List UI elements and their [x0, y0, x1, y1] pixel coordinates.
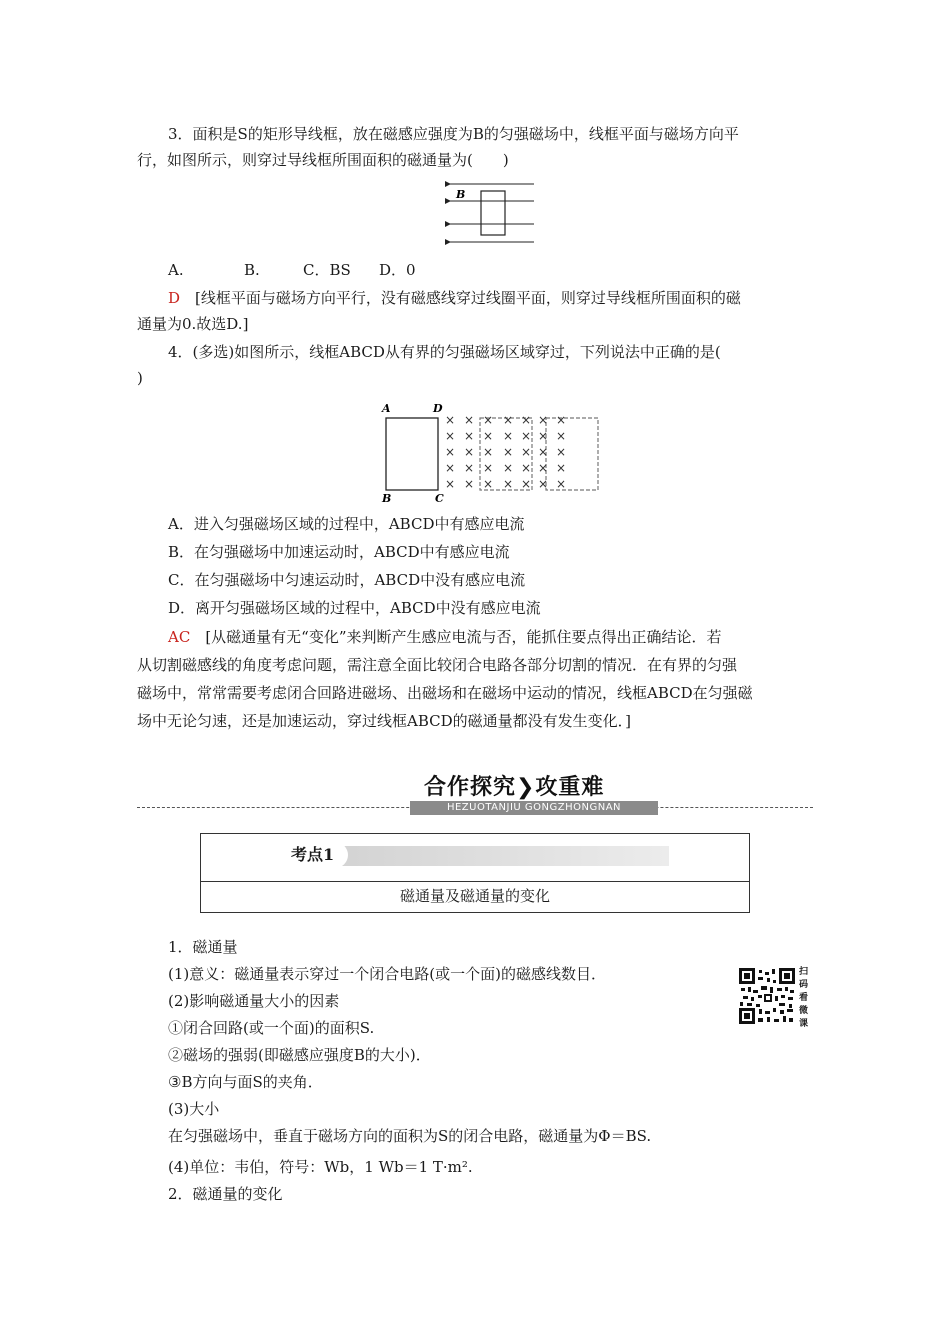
field-cross: × [520, 477, 532, 491]
content-l1: 1．磁通量 [168, 938, 238, 956]
frame-ABCD [386, 418, 438, 490]
q4-answer-line2: 从切割磁感线的角度考虑问题，需注意全面比较闭合电路各部分切割的情况．在有界的匀强 [137, 656, 738, 674]
content-l4: ①闭合回路(或一个面)的面积S. [168, 1019, 375, 1037]
content-l7: (3)大小 [168, 1100, 220, 1118]
kaodian-title: 磁通量及磁通量的变化 [399, 887, 550, 905]
label-A: A [382, 402, 391, 415]
kaodian-box [200, 833, 750, 913]
field-cross: × [444, 429, 456, 443]
field-cross: × [482, 413, 494, 427]
q4-stem-line2: ) [137, 369, 143, 387]
field-cross: × [555, 477, 567, 491]
field-cross: × [555, 445, 567, 459]
qr-code-icon[interactable] [739, 968, 795, 1024]
label-B: B [382, 492, 392, 505]
field-cross: × [502, 413, 514, 427]
q4-stem-line1: 4．(多选)如图所示，线框ABCD从有界的匀强磁场区域穿过，下列说法中正确的是( [168, 343, 721, 361]
field-cross: × [502, 429, 514, 443]
section-banner-subtitle: HEZUOTANJIU GONGZHONGNAN [410, 801, 658, 815]
q3-option-c: C．BS [303, 261, 351, 279]
q4-answer-line1 [168, 623, 722, 651]
q4-option-c: C．在匀强磁场中匀速运动时，ABCD中没有感应电流 [168, 571, 526, 589]
field-cross: × [520, 461, 532, 475]
label-D: D [433, 402, 443, 415]
q4-answer-letter: AC [168, 628, 191, 646]
content-l3: (2)影响磁通量大小的因素 [168, 992, 340, 1010]
field-cross: × [555, 461, 567, 475]
label-C: C [435, 492, 444, 505]
field-cross: × [537, 445, 549, 459]
q3-option-b: B. [244, 261, 260, 279]
q3-answer-line1 [168, 284, 741, 312]
content-l10: 2．磁通量的变化 [168, 1185, 283, 1203]
field-cross: × [502, 445, 514, 459]
kaodian-tag: 考点1 [281, 842, 348, 868]
field-cross: × [463, 413, 475, 427]
content-l6: ③B方向与面S的夹角． [168, 1073, 323, 1091]
field-cross: × [444, 413, 456, 427]
q4-answer-text: [从磁通量有无“变化”来判断产生感应电流与否，能抓住要点得出正确结论．若 [205, 628, 722, 646]
field-cross: × [520, 445, 532, 459]
field-cross: × [537, 429, 549, 443]
q4-option-d: D．离开匀强磁场区域的过程中，ABCD中没有感应电流 [168, 599, 541, 617]
field-cross: × [502, 477, 514, 491]
field-cross: × [520, 413, 532, 427]
q3-answer-text: [线框平面与磁场方向平行，没有磁感线穿过线圈平面，则穿过导线框所围面积的磁 [195, 289, 741, 307]
field-cross: × [482, 461, 494, 475]
q3-option-d: D．0 [379, 261, 416, 279]
field-cross: × [555, 429, 567, 443]
field-cross: × [463, 477, 475, 491]
q4-answer-line3: 磁场中，常常需要考虑闭合回路进磁场、出磁场和在磁场中运动的情况，线框ABCD在匀强磁 [137, 684, 753, 702]
field-cross: × [502, 461, 514, 475]
q3-stem-line2: 行，如图所示，则穿过导线框所围面积的磁通量为( ) [137, 151, 509, 169]
q3-option-a: A. [168, 261, 184, 279]
field-cross: × [537, 461, 549, 475]
field-cross: × [537, 413, 549, 427]
content-l2: (1)意义：磁通量表示穿过一个闭合电路(或一个面)的磁感线数目． [168, 965, 606, 983]
field-label-B: B [456, 188, 466, 201]
q4-field-figure [378, 398, 604, 506]
field-cross: × [463, 445, 475, 459]
field-cross: × [463, 429, 475, 443]
wire-frame [481, 191, 505, 235]
content-l9: (4)单位：韦伯，符号：Wb，1 Wb＝1 T·m². [168, 1158, 473, 1176]
field-cross: × [444, 445, 456, 459]
field-cross: × [444, 477, 456, 491]
q4-option-b: B．在匀强磁场中加速运动时，ABCD中有感应电流 [168, 543, 510, 561]
content-l5: ②磁场的强弱(即磁感应强度B的大小)． [168, 1046, 431, 1064]
field-cross: × [520, 429, 532, 443]
field-cross: × [482, 429, 494, 443]
frame-dashed-right [546, 418, 598, 490]
field-cross: × [482, 477, 494, 491]
field-cross: × [463, 461, 475, 475]
field-cross: × [555, 413, 567, 427]
qr-caption: 扫码看微课 [799, 967, 809, 1029]
q3-answer-line2: 通量为0.故选D.] [137, 315, 249, 333]
field-cross: × [444, 461, 456, 475]
section-banner-title: 合作探究❯攻重难 [424, 775, 605, 800]
field-cross: × [482, 445, 494, 459]
q3-answer-letter: D [168, 289, 181, 307]
q3-stem-line1: 3．面积是S的矩形导线框，放在磁感应强度为B的匀强磁场中，线框平面与磁场方向平 [168, 125, 739, 143]
field-cross: × [537, 477, 549, 491]
q3-field-figure [444, 178, 536, 246]
q4-option-a: A．进入匀强磁场区域的过程中，ABCD中有感应电流 [168, 515, 525, 533]
content-l8: 在匀强磁场中，垂直于磁场方向的面积为S的闭合电路，磁通量为Φ＝BS. [168, 1127, 652, 1145]
q4-answer-line4: 场中无论匀速，还是加速运动，穿过线框ABCD的磁通量都没有发生变化．] [137, 712, 631, 730]
